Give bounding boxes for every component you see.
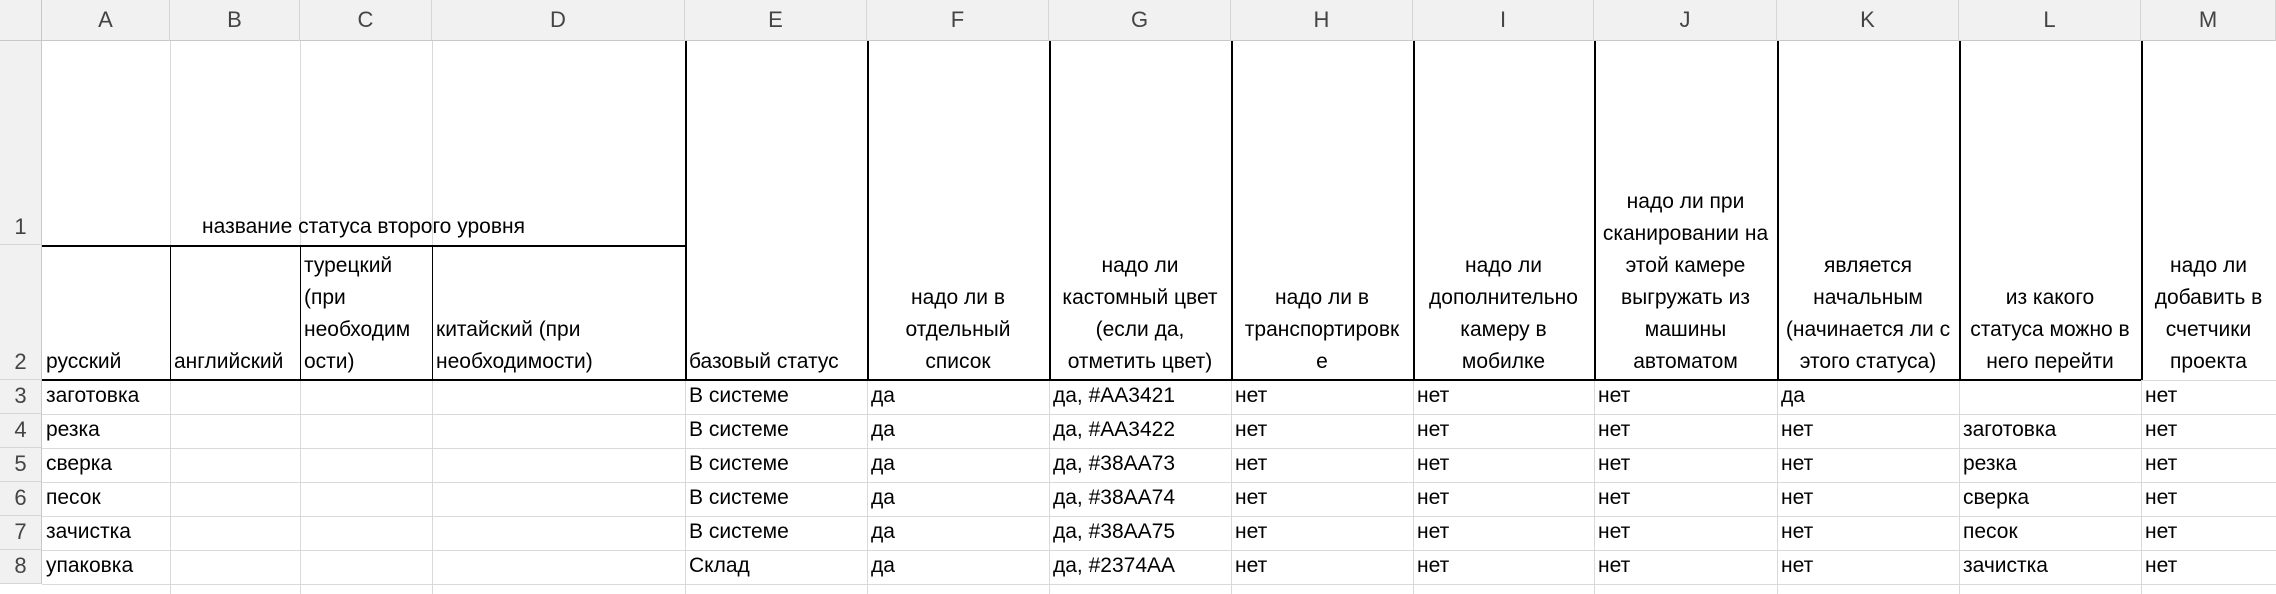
header-m-line: добавить в — [2154, 286, 2263, 309]
cell-i8[interactable]: нет — [1417, 554, 1450, 577]
column-header-l[interactable]: L — [1959, 0, 2141, 41]
cell-f5[interactable]: да — [871, 452, 895, 475]
cell-j4[interactable]: нет — [1598, 418, 1631, 441]
header-j-line: надо ли при — [1626, 190, 1745, 213]
cell-l7[interactable]: песок — [1963, 520, 2018, 543]
header-j-line: автоматом — [1633, 350, 1738, 373]
header-k-line: начальным — [1813, 286, 1923, 309]
header-g-line: (если да, — [1095, 318, 1185, 341]
header-j[interactable] — [1594, 41, 1777, 380]
column-header-b[interactable]: B — [170, 0, 300, 41]
header-j-line: выгружать из — [1620, 286, 1751, 309]
header-i-line: надо ли — [1464, 254, 1543, 277]
header-g[interactable] — [1049, 41, 1231, 380]
cell-m8[interactable]: нет — [2145, 554, 2178, 577]
header-a-line: русский — [46, 350, 122, 373]
header-k-line: (начинается ли с — [1785, 318, 1951, 341]
cell-j6[interactable]: нет — [1598, 486, 1631, 509]
row-header-8[interactable]: 8 — [0, 550, 42, 584]
header-i[interactable] — [1413, 41, 1594, 380]
cell-a8[interactable]: упаковка — [46, 554, 134, 577]
header-f-line: отдельный — [905, 318, 1011, 341]
header-k[interactable] — [1777, 41, 1959, 380]
column-header-h[interactable]: H — [1231, 0, 1413, 41]
cell-e3[interactable]: В системе — [689, 384, 789, 407]
header-j-line: сканировании на — [1602, 222, 1769, 245]
cell-g7[interactable]: да, #38AA75 — [1053, 520, 1176, 543]
cell-i3[interactable]: нет — [1417, 384, 1450, 407]
header-c[interactable] — [300, 245, 432, 380]
header-c-line: необходим — [304, 318, 411, 341]
header-m-line: надо ли — [2169, 254, 2248, 277]
header-e[interactable] — [685, 41, 867, 380]
header-h-line: е — [1316, 350, 1328, 373]
header-h[interactable] — [1231, 41, 1413, 380]
column-header-k[interactable]: K — [1777, 0, 1959, 41]
column-header-a[interactable]: A — [42, 0, 170, 41]
column-header-j[interactable]: J — [1594, 0, 1777, 41]
cell-l4[interactable]: заготовка — [1963, 418, 2057, 441]
cell-m7[interactable]: нет — [2145, 520, 2178, 543]
cell-k7[interactable]: нет — [1781, 520, 1814, 543]
column-header-g[interactable]: G — [1049, 0, 1231, 41]
header-m-line: счетчики — [2165, 318, 2252, 341]
header-c-line: турецкий — [304, 254, 393, 277]
header-e-line: базовый статус — [689, 350, 839, 373]
column-header-c[interactable]: C — [300, 0, 432, 41]
column-header-m[interactable]: M — [2141, 0, 2276, 41]
cell-e8[interactable]: Склад — [689, 554, 750, 577]
row-header-7[interactable]: 7 — [0, 516, 42, 550]
cell-k4[interactable]: нет — [1781, 418, 1814, 441]
cell-j5[interactable]: нет — [1598, 452, 1631, 475]
header-m-line: проекта — [2170, 350, 2247, 373]
header-l[interactable] — [1959, 41, 2141, 380]
cell-g5[interactable]: да, #38AA73 — [1053, 452, 1176, 475]
header-i-line: мобилке — [1461, 350, 1546, 373]
row-header-1[interactable]: 1 — [0, 41, 42, 245]
cell-j7[interactable]: нет — [1598, 520, 1631, 543]
header-h-line: надо ли в — [1274, 286, 1370, 309]
cell-k5[interactable]: нет — [1781, 452, 1814, 475]
header-b[interactable] — [170, 245, 300, 380]
cell-l5[interactable]: резка — [1963, 452, 2017, 475]
cell-f7[interactable]: да — [871, 520, 895, 543]
header-h-line: транспортировк — [1244, 318, 1400, 341]
header-i-line: камеру в — [1460, 318, 1547, 341]
cell-g6[interactable]: да, #38AA74 — [1053, 486, 1176, 509]
cell-e5[interactable]: В системе — [689, 452, 789, 475]
cell-i5[interactable]: нет — [1417, 452, 1450, 475]
header-l-line: из какого — [2005, 286, 2095, 309]
cell-a7[interactable]: зачистка — [46, 520, 131, 543]
cell-h7[interactable]: нет — [1235, 520, 1268, 543]
row-header-5[interactable]: 5 — [0, 448, 42, 482]
cell-e7[interactable]: В системе — [689, 520, 789, 543]
header-g-line: отметить цвет) — [1067, 350, 1213, 373]
header-m[interactable] — [2141, 41, 2276, 380]
header-b-line: английский — [174, 350, 284, 373]
cell-g8[interactable]: да, #2374AA — [1053, 554, 1176, 577]
header-c-line: ости) — [304, 350, 355, 373]
cell-j8[interactable]: нет — [1598, 554, 1631, 577]
cell-l6[interactable]: сверка — [1963, 486, 2030, 509]
column-header-i[interactable]: I — [1413, 0, 1594, 41]
cell-m6[interactable]: нет — [2145, 486, 2178, 509]
column-header-d[interactable]: D — [432, 0, 685, 41]
cell-h3[interactable]: нет — [1235, 384, 1268, 407]
cell-a3[interactable]: заготовка — [46, 384, 140, 407]
header-k-line: является — [1824, 254, 1912, 277]
cell-l3[interactable] — [1959, 380, 2141, 414]
cell-g4[interactable]: да, #AA3422 — [1053, 418, 1176, 441]
cell-i4[interactable]: нет — [1417, 418, 1450, 441]
cell-i6[interactable]: нет — [1417, 486, 1450, 509]
cell-f3[interactable]: да — [871, 384, 895, 407]
cell-i7[interactable]: нет — [1417, 520, 1450, 543]
cell-m5[interactable]: нет — [2145, 452, 2178, 475]
cell-m4[interactable]: нет — [2145, 418, 2178, 441]
header-f-line: список — [925, 350, 991, 373]
header-c-line: (при — [304, 286, 346, 309]
cell-m3[interactable]: нет — [2145, 384, 2178, 407]
cell-f6[interactable]: да — [871, 486, 895, 509]
header-d[interactable] — [432, 245, 685, 380]
header-d-line: необходимости) — [436, 350, 593, 373]
row-header-6[interactable]: 6 — [0, 482, 42, 516]
header-g-line: надо ли — [1101, 254, 1179, 277]
header-a[interactable] — [42, 245, 170, 380]
cell-h8[interactable]: нет — [1235, 554, 1268, 577]
header-g-line: кастомный цвет — [1062, 286, 1218, 309]
cell-g3[interactable]: да, #AA3421 — [1053, 384, 1176, 407]
header-j-line: этой камере — [1625, 254, 1746, 277]
cell-a6[interactable]: песок — [46, 486, 101, 509]
header-f[interactable] — [867, 41, 1049, 380]
cell-f8[interactable]: да — [871, 554, 895, 577]
cell-h4[interactable]: нет — [1235, 418, 1268, 441]
header-j-line: машины — [1644, 318, 1727, 341]
select-all-corner[interactable] — [0, 0, 42, 41]
cell-l8[interactable]: зачистка — [1963, 554, 2048, 577]
cell-j3[interactable]: нет — [1598, 384, 1631, 407]
cell-a4[interactable]: резка — [46, 418, 100, 441]
header-i-line: дополнительно — [1429, 286, 1578, 309]
column-header-f[interactable]: F — [867, 0, 1049, 41]
cell-k3[interactable]: да — [1781, 384, 1805, 407]
cell-f4[interactable]: да — [871, 418, 895, 441]
merged-title-cell[interactable]: название статуса второго уровня — [202, 215, 525, 238]
cell-h6[interactable]: нет — [1235, 486, 1268, 509]
header-k-line: этого статуса) — [1799, 350, 1937, 373]
cell-e6[interactable]: В системе — [689, 486, 789, 509]
cell-e4[interactable]: В системе — [689, 418, 789, 441]
cell-h5[interactable]: нет — [1235, 452, 1268, 475]
row-header-4[interactable]: 4 — [0, 414, 42, 448]
header-l-line: статуса можно в — [1970, 318, 2130, 341]
header-f-line: надо ли в — [910, 286, 1006, 309]
cell-a5[interactable]: сверка — [46, 452, 113, 475]
row-header-2[interactable]: 2 — [0, 245, 42, 380]
cell-k8[interactable]: нет — [1781, 554, 1814, 577]
row-header-3[interactable]: 3 — [0, 380, 42, 414]
gridline-horizontal — [42, 584, 2276, 585]
column-header-e[interactable]: E — [685, 0, 867, 41]
cell-k6[interactable]: нет — [1781, 486, 1814, 509]
header-l-line: него перейти — [1986, 350, 2114, 373]
header-d-line: китайский (при — [436, 318, 581, 341]
